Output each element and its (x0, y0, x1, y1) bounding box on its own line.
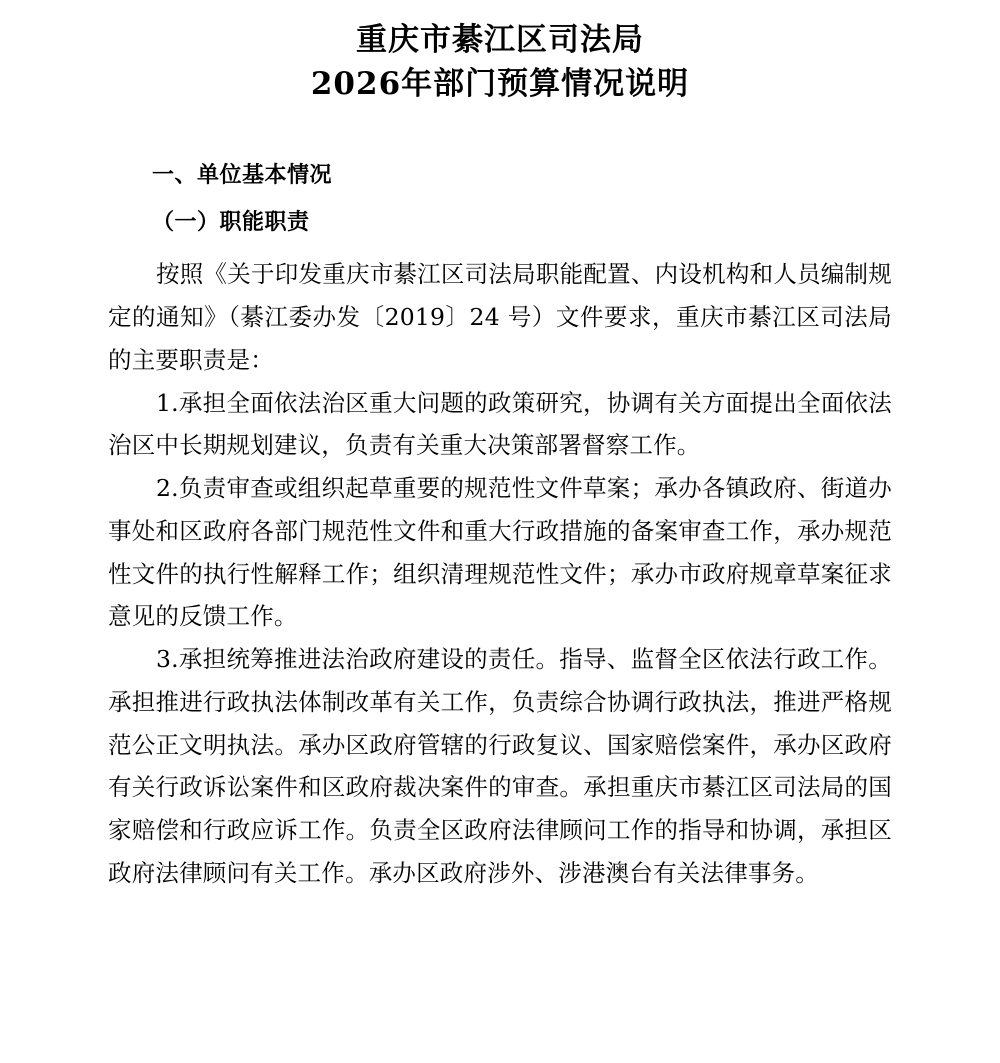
paragraph-duty-3: 3.承担统筹推进法治政府建设的责任。指导、监督全区依法行政工作。承担推进行政执法体制改革有关工作，负责综合协调行政执法，推进严格规范公正文明执法。承办区政府管辖的行政复议、国家赔偿案件，承办区政府有关行政诉讼案件和区政府裁决案件的审查。承担重庆市綦江区司法局的国家赔偿和行政应诉工作。负责全区政府法律顾问工作的指导和协调，承担区政府法律顾问有关工作。承办区政府涉外、涉港澳台有关法律事务。 (108, 645, 892, 887)
paragraph-duties-intro: 按照《关于印发重庆市綦江区司法局职能配置、内设机构和人员编制规定的通知》（綦江委办发〔2019〕24 号）文件要求，重庆市綦江区司法局的主要职责是： (108, 260, 892, 374)
page-title-line-1: 重庆市綦江区司法局 (356, 22, 644, 58)
page-title-line-2: 2026年部门预算情况说明 (310, 66, 690, 103)
section-heading-basic-info: 一、单位基本情况 (152, 162, 333, 189)
page-title (108, 18, 892, 106)
title-spacer (108, 106, 892, 158)
paragraph-duty-1: 1.承担全面依法治区重大问题的政策研究，协调有关方面提出全面依法治区中长期规划建议，负责有关重大决策部署督察工作。 (108, 388, 892, 460)
paragraph-duty-2: 2.负责审查或组织起草重要的规范性文件草案；承办各镇政府、街道办事处和区政府各部门规范性文件和重大行政措施的备案审查工作，承办规范性文件的执行性解释工作；组织清理规范性文件；承办市政府规章草案征求意见的反馈工作。 (108, 474, 892, 631)
subsection-heading-duties: （一）职能职责 (152, 209, 310, 236)
